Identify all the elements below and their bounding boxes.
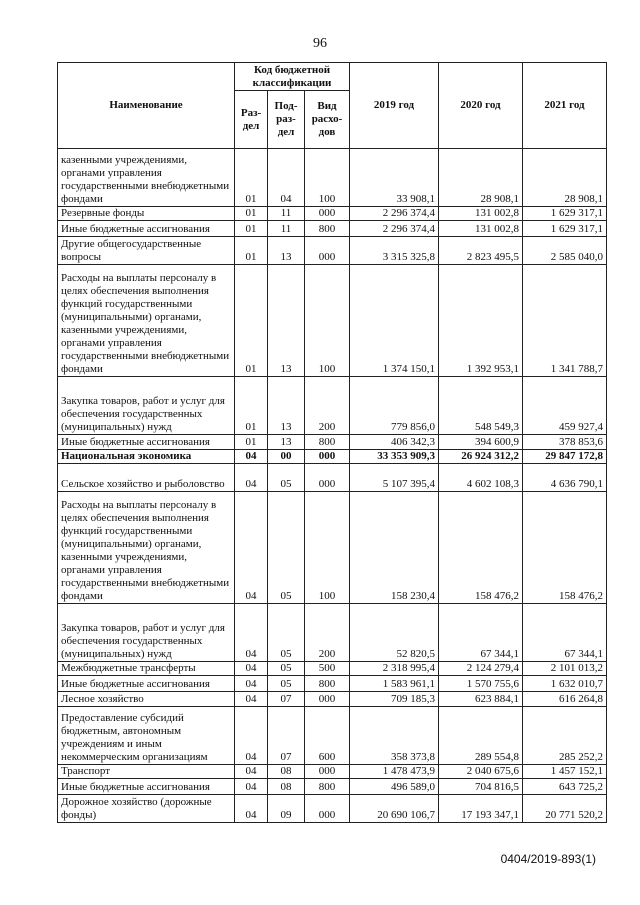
table-row	[58, 450, 607, 464]
row-value-2021: 1 629 317,1	[523, 207, 607, 221]
row-value-2020: 704 816,5	[439, 779, 523, 795]
row-name: Сельское хозяйство и рыболовство	[58, 464, 235, 492]
header-name: Наименование	[58, 63, 235, 149]
row-name: Расходы на выплаты персоналу в целях обеспечения выполнения функций государственными (муниципальными) органами, казенными учреждениями, органами управления государственными внебюджетными фондами	[58, 492, 235, 604]
table-row	[58, 464, 607, 492]
row-section: 04	[235, 676, 268, 692]
row-section: 04	[235, 450, 268, 464]
row-expense-type: 100	[305, 265, 350, 377]
row-expense-type: 000	[305, 692, 350, 707]
row-subsection: 13	[268, 237, 305, 265]
row-subsection: 11	[268, 207, 305, 221]
row-expense-type: 100	[305, 149, 350, 207]
row-subsection: 13	[268, 435, 305, 450]
row-subsection: 08	[268, 765, 305, 779]
row-value-2019: 20 690 106,7	[350, 795, 439, 823]
row-value-2021: 2 101 013,2	[523, 662, 607, 676]
row-value-2020: 17 193 347,1	[439, 795, 523, 823]
row-subsection: 05	[268, 464, 305, 492]
row-value-2020: 67 344,1	[439, 604, 523, 662]
row-value-2020: 158 476,2	[439, 492, 523, 604]
row-value-2020: 289 554,8	[439, 707, 523, 765]
row-value-2020: 394 600,9	[439, 435, 523, 450]
row-name: Предоставление субсидий бюджетным, автономным учреждениям и иным некоммерческим организациям	[58, 707, 235, 765]
row-value-2020: 623 884,1	[439, 692, 523, 707]
row-value-2019: 1 583 961,1	[350, 676, 439, 692]
table-row	[58, 435, 607, 450]
row-name: Иные бюджетные ассигнования	[58, 779, 235, 795]
row-name: Транспорт	[58, 765, 235, 779]
table-body	[58, 149, 607, 823]
row-value-2021: 459 927,4	[523, 377, 607, 435]
row-value-2019: 33 353 909,3	[350, 450, 439, 464]
row-section: 04	[235, 779, 268, 795]
row-name: Национальная экономика	[58, 450, 235, 464]
row-expense-type: 000	[305, 237, 350, 265]
row-value-2020: 2 124 279,4	[439, 662, 523, 676]
row-expense-type: 100	[305, 492, 350, 604]
row-value-2019: 33 908,1	[350, 149, 439, 207]
row-value-2020: 1 570 755,6	[439, 676, 523, 692]
table-row	[58, 265, 607, 377]
row-subsection: 13	[268, 377, 305, 435]
page-number: 96	[313, 36, 327, 51]
row-name: Иные бюджетные ассигнования	[58, 435, 235, 450]
row-subsection: 04	[268, 149, 305, 207]
row-value-2021: 2 585 040,0	[523, 237, 607, 265]
row-value-2019: 779 856,0	[350, 377, 439, 435]
row-value-2021: 285 252,2	[523, 707, 607, 765]
row-section: 01	[235, 149, 268, 207]
table-row	[58, 779, 607, 795]
row-expense-type: 000	[305, 464, 350, 492]
row-value-2020: 28 908,1	[439, 149, 523, 207]
row-section: 01	[235, 435, 268, 450]
header-2021: 2021 год	[523, 63, 607, 149]
row-value-2020: 131 002,8	[439, 221, 523, 237]
row-subsection: 05	[268, 604, 305, 662]
row-value-2021: 67 344,1	[523, 604, 607, 662]
row-value-2019: 52 820,5	[350, 604, 439, 662]
row-subsection: 07	[268, 707, 305, 765]
row-value-2021: 643 725,2	[523, 779, 607, 795]
document-code: 0404/2019-893(1)	[500, 852, 596, 866]
table-row	[58, 662, 607, 676]
table-row	[58, 795, 607, 823]
row-name: Лесное хозяйство	[58, 692, 235, 707]
row-section: 01	[235, 265, 268, 377]
row-value-2019: 406 342,3	[350, 435, 439, 450]
table-row	[58, 237, 607, 265]
row-expense-type: 000	[305, 207, 350, 221]
row-value-2019: 709 185,3	[350, 692, 439, 707]
row-subsection: 09	[268, 795, 305, 823]
row-expense-type: 200	[305, 377, 350, 435]
row-subsection: 11	[268, 221, 305, 237]
table-row	[58, 676, 607, 692]
row-value-2020: 26 924 312,2	[439, 450, 523, 464]
row-value-2021: 1 632 010,7	[523, 676, 607, 692]
row-value-2019: 5 107 395,4	[350, 464, 439, 492]
row-value-2020: 548 549,3	[439, 377, 523, 435]
row-name: казенными учреждениями, органами управления государственными внебюджетными фондами	[58, 149, 235, 207]
row-value-2020: 131 002,8	[439, 207, 523, 221]
row-value-2021: 28 908,1	[523, 149, 607, 207]
row-expense-type: 800	[305, 435, 350, 450]
row-subsection: 07	[268, 692, 305, 707]
row-expense-type: 200	[305, 604, 350, 662]
row-name: Закупка товаров, работ и услуг для обеспечения государственных (муниципальных) нужд	[58, 604, 235, 662]
row-section: 04	[235, 492, 268, 604]
row-value-2019: 358 373,8	[350, 707, 439, 765]
table-row	[58, 604, 607, 662]
header-budget-code: Код бюджетной классификации	[235, 63, 350, 91]
row-value-2021: 158 476,2	[523, 492, 607, 604]
row-value-2021: 1 629 317,1	[523, 221, 607, 237]
row-expense-type: 000	[305, 795, 350, 823]
header-section: Раз-дел	[235, 91, 268, 149]
row-name: Расходы на выплаты персоналу в целях обеспечения выполнения функций государственными (муниципальными) органами, казенными учреждениями, органами управления государственными внебюджетными фондами	[58, 265, 235, 377]
row-section: 04	[235, 707, 268, 765]
table-row	[58, 377, 607, 435]
row-value-2021: 1 341 788,7	[523, 265, 607, 377]
row-name: Дорожное хозяйство (дорожные фонды)	[58, 795, 235, 823]
table-row	[58, 207, 607, 221]
row-subsection: 00	[268, 450, 305, 464]
table-row	[58, 149, 607, 207]
row-section: 04	[235, 692, 268, 707]
row-name: Межбюджетные трансферты	[58, 662, 235, 676]
row-value-2019: 1 478 473,9	[350, 765, 439, 779]
row-section: 04	[235, 464, 268, 492]
row-value-2021: 4 636 790,1	[523, 464, 607, 492]
header-subsection: Под-раз-дел	[268, 91, 305, 149]
row-subsection: 05	[268, 662, 305, 676]
row-value-2019: 2 296 374,4	[350, 221, 439, 237]
row-section: 01	[235, 237, 268, 265]
row-section: 04	[235, 662, 268, 676]
row-name: Иные бюджетные ассигнования	[58, 221, 235, 237]
row-value-2019: 2 296 374,4	[350, 207, 439, 221]
table-row	[58, 707, 607, 765]
row-value-2019: 2 318 995,4	[350, 662, 439, 676]
row-value-2020: 2 823 495,5	[439, 237, 523, 265]
row-expense-type: 500	[305, 662, 350, 676]
row-name: Другие общегосударственные вопросы	[58, 237, 235, 265]
row-subsection: 05	[268, 676, 305, 692]
row-subsection: 13	[268, 265, 305, 377]
header-expense-type: Вид расхо-дов	[305, 91, 350, 149]
row-name: Иные бюджетные ассигнования	[58, 676, 235, 692]
row-section: 04	[235, 604, 268, 662]
row-section: 01	[235, 207, 268, 221]
header-2020: 2020 год	[439, 63, 523, 149]
budget-table	[57, 62, 607, 823]
row-value-2021: 1 457 152,1	[523, 765, 607, 779]
row-subsection: 08	[268, 779, 305, 795]
row-value-2019: 496 589,0	[350, 779, 439, 795]
row-expense-type: 000	[305, 765, 350, 779]
row-value-2021: 29 847 172,8	[523, 450, 607, 464]
row-expense-type: 600	[305, 707, 350, 765]
row-section: 04	[235, 795, 268, 823]
table-row	[58, 765, 607, 779]
table-row	[58, 492, 607, 604]
row-value-2021: 378 853,6	[523, 435, 607, 450]
row-section: 01	[235, 221, 268, 237]
row-value-2020: 1 392 953,1	[439, 265, 523, 377]
row-name: Закупка товаров, работ и услуг для обеспечения государственных (муниципальных) нужд	[58, 377, 235, 435]
header-2019: 2019 год	[350, 63, 439, 149]
row-expense-type: 000	[305, 450, 350, 464]
row-value-2021: 616 264,8	[523, 692, 607, 707]
row-section: 01	[235, 377, 268, 435]
table-row	[58, 221, 607, 237]
row-value-2020: 4 602 108,3	[439, 464, 523, 492]
row-expense-type: 800	[305, 779, 350, 795]
row-expense-type: 800	[305, 676, 350, 692]
row-section: 04	[235, 765, 268, 779]
row-value-2019: 1 374 150,1	[350, 265, 439, 377]
row-name: Резервные фонды	[58, 207, 235, 221]
table-row	[58, 692, 607, 707]
row-subsection: 05	[268, 492, 305, 604]
row-expense-type: 800	[305, 221, 350, 237]
row-value-2019: 3 315 325,8	[350, 237, 439, 265]
row-value-2020: 2 040 675,6	[439, 765, 523, 779]
row-value-2019: 158 230,4	[350, 492, 439, 604]
row-value-2021: 20 771 520,2	[523, 795, 607, 823]
